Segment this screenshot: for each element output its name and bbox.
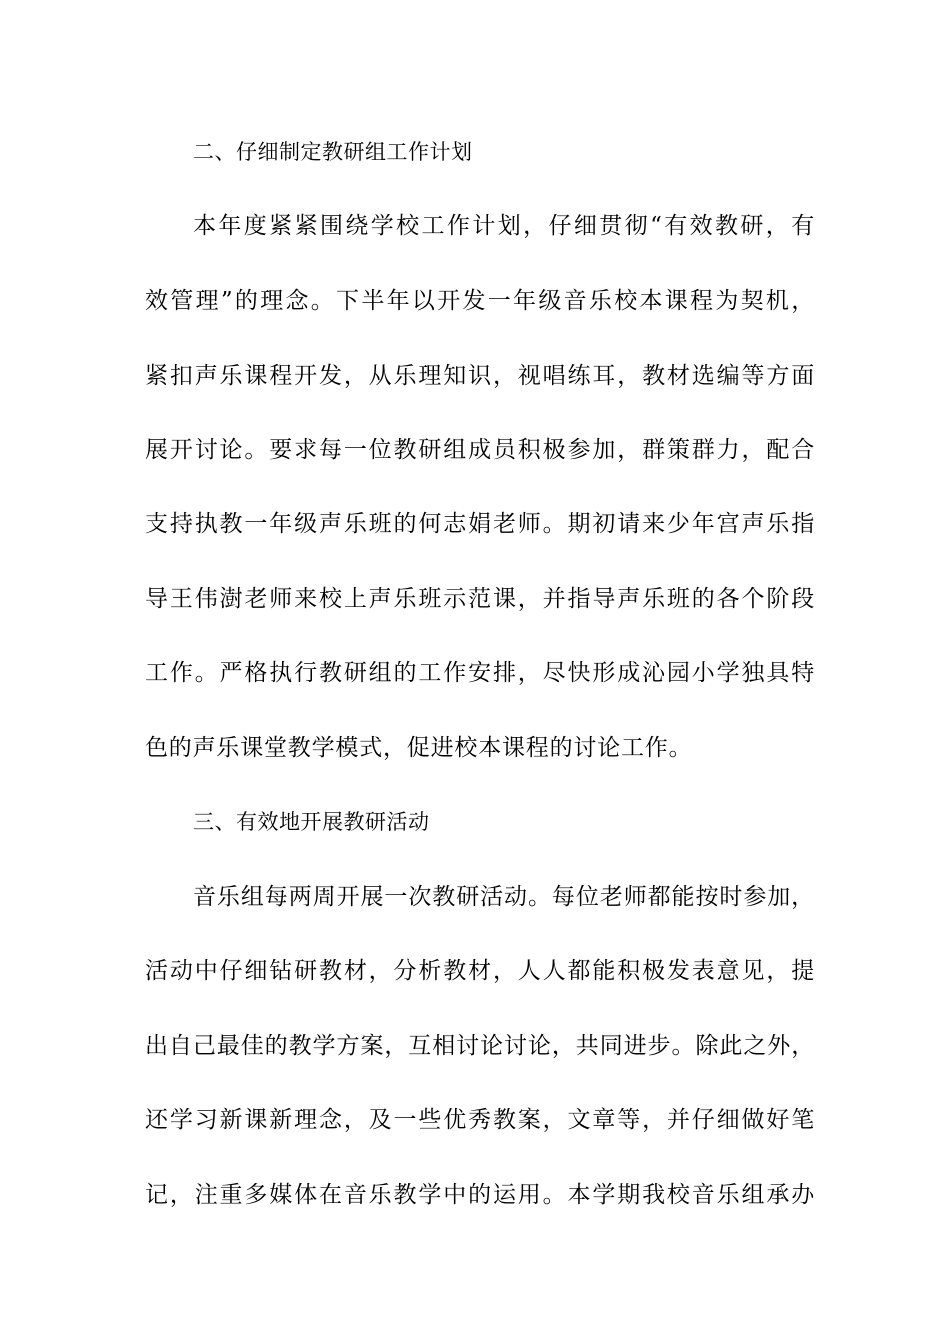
paragraph-line: 工作。严格执行教研组的工作安排，尽快形成沁园小学独具特 bbox=[145, 660, 815, 686]
paragraph-line: 支持执教一年级声乐班的何志娟老师。期初请来少年宫声乐指 bbox=[145, 511, 815, 537]
paragraph-line: 还学习新课新理念，及一些优秀教案，文章等，并仔细做好笔 bbox=[145, 1107, 815, 1133]
paragraph-line: 本年度紧紧围绕学校工作计划，仔细贯彻“有效教研，有 bbox=[193, 213, 815, 239]
paragraph-line: 出自己最佳的教学方案，互相讨论讨论，共同进步。除此之外， bbox=[145, 1033, 815, 1059]
section-heading-3: 三、有效地开展教研活动 bbox=[193, 810, 430, 834]
section-heading-2: 二、仔细制定教研组工作计划 bbox=[193, 140, 473, 164]
paragraph-line: 活动中仔细钻研教材，分析教材，人人都能积极发表意见，提 bbox=[145, 958, 815, 984]
paragraph-line: 导王伟澍老师来校上声乐班示范课，并指导声乐班的各个阶段 bbox=[145, 586, 815, 612]
paragraph-line: 紧扣声乐课程开发，从乐理知识，视唱练耳，教材选编等方面 bbox=[145, 363, 815, 389]
paragraph-line: 效管理”的理念。下半年以开发一年级音乐校本课程为契机， bbox=[145, 288, 815, 314]
paragraph-line: 记，注重多媒体在音乐教学中的运用。本学期我校音乐组承办 bbox=[145, 1182, 815, 1208]
paragraph-line: 展开讨论。要求每一位教研组成员积极参加，群策群力，配合 bbox=[145, 437, 815, 463]
paragraph-line: 音乐组每两周开展一次教研活动。每位老师都能按时参加， bbox=[193, 884, 815, 910]
paragraph-line: 色的声乐课堂教学模式，促进校本课程的讨论工作。 bbox=[145, 735, 693, 761]
